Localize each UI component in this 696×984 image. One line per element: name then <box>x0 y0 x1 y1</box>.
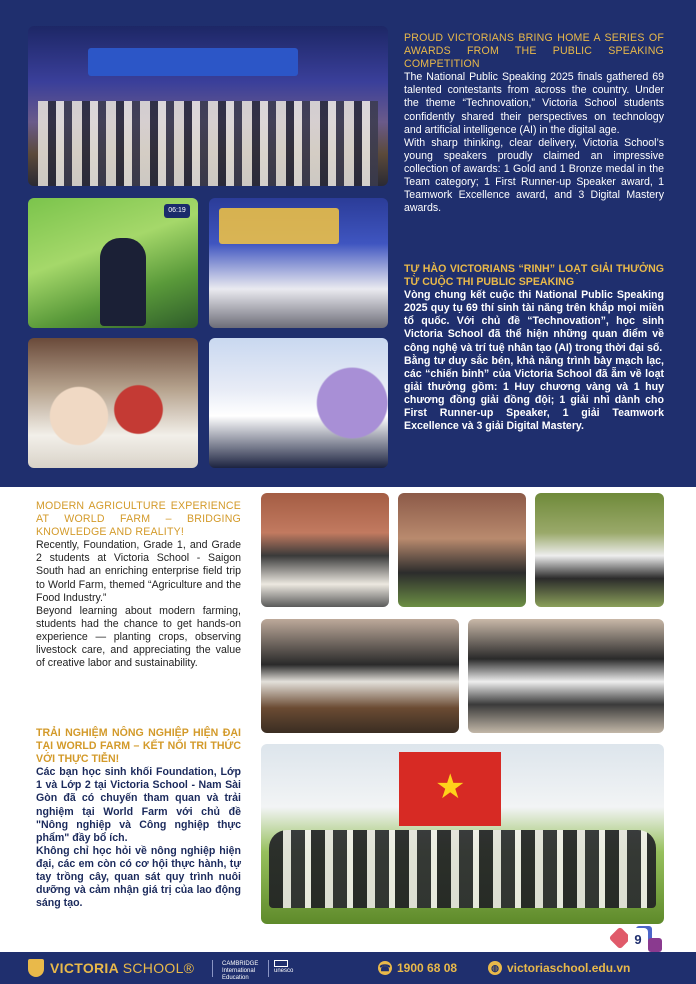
public-speaking-en-p2: With sharp thinking, clear delivery, Victoria School’s young speakers proudly claimed an impressive collection of awards: 1 Gold and 1 Bronze medal in the Team category; 1 First Runner-up Speaker award, 1 Teamwork Excellence award, and 3 Digital Mastery awards. <box>404 136 664 215</box>
school-logo[interactable] <box>50 960 194 976</box>
school-crest-icon <box>28 959 44 977</box>
cambridge-logo: CAMBRIDGE International Education <box>222 961 259 981</box>
photo-speaker-bird <box>28 198 198 328</box>
public-speaking-vi-p2: Bằng tư duy sắc bén, khả năng trình bày mạch lạc, các “chiến binh” của Victoria School đã ẵm về loạt giải thưởng gồm: 1 Huy chương vàng và 1 huy chương đồng giải đồng đội; 1 giải nhì dành cho First Runner-up Speaker, 1 giải Teamwork Excellence và 3 giải Digital Mastery. <box>404 354 664 433</box>
public-speaking-vi-p1: Vòng chung kết cuộc thi National Public Speaking 2025 quy tụ 69 thí sinh tài năng trên khắp mọi miền tổ quốc. Với chủ đề “Technovation”, học sinh Victoria School đã thể hiện những quan điểm về công nghệ và trí tuệ nhân tạo (AI) trong thời đại số. <box>404 289 664 354</box>
world-farm-vi-p2: Không chỉ học hỏi về nông nghiệp hiện đại, các em còn có cơ hội thực hành, tự tay trồng cây, quan sát quy trình nuôi dưỡng và cảm nhận giá trị của lao động sáng tạo. <box>36 844 241 910</box>
gold-medal-board <box>219 208 339 244</box>
world-farm-en-p1: Recently, Foundation, Grade 1, and Grade 2 students at Victoria School - Saigon South had an enriching enterprise field trip to World Farm, themed “Agriculture and the Food Industry.” <box>36 539 241 604</box>
unesco-label: unesco <box>274 968 294 974</box>
world-farm-vi-p1: Các bạn học sinh khối Foundation, Lớp 1 và Lớp 2 tại Victoria School - Nam Sài Gòn đã có chuyến tham quan và trải nghiệm tại World Farm với chủ đề "Nông nghiệp và Công nghiệp thực phẩm" đầy bổ ích. <box>36 766 241 844</box>
photo-farm-soil-bed <box>261 619 459 733</box>
badge-shape-purple <box>648 938 662 952</box>
photo-farm-planting <box>398 493 526 607</box>
world-farm-en <box>36 500 241 670</box>
phone-number[interactable]: 1900 68 08 <box>397 961 458 975</box>
photo-audience <box>28 338 198 468</box>
photo-farm-kids-hats <box>261 493 389 607</box>
footer-divider <box>212 960 213 977</box>
public-speaking-vi-heading: TỰ HÀO VICTORIANS “RINH” LOẠT GIẢI THƯỞNG TỪ CUỘC THI PUBLIC SPEAKING <box>404 263 664 289</box>
unesco-logo <box>274 960 300 975</box>
photo-farm-animal <box>468 619 664 733</box>
unesco-temple-icon <box>274 960 288 967</box>
photo-medal-team <box>209 198 388 328</box>
page-number: 9 <box>628 928 648 952</box>
world-farm-vi-heading: TRẢI NGHIỆM NÔNG NGHIỆP HIỆN ĐẠI TẠI WORLD FARM – KẾT NỐI TRI THỨC VỚI THỰC TIỄN! <box>36 727 241 766</box>
photo-farm-garden <box>535 493 664 607</box>
phone-icon: ☎ <box>379 963 391 973</box>
public-speaking-en-heading: PROUD VICTORIANS BRING HOME A SERIES OF AWARDS FROM THE PUBLIC SPEAKING COMPETITION <box>404 32 664 71</box>
public-speaking-vi <box>404 263 664 433</box>
public-speaking-en <box>404 32 664 215</box>
world-farm-en-p2: Beyond learning about modern farming, students had the chance to get hands-on experience — planting crops, observing livestock care, and appreciating the value of creative labor and sustainability. <box>36 604 241 670</box>
world-farm-en-heading: MODERN AGRICULTURE EXPERIENCE AT WORLD FARM – BRIDGING KNOWLEDGE AND REALITY! <box>36 500 241 539</box>
public-speaking-en-p1: The National Public Speaking 2025 finals gathered 69 talented contestants from across the country. Under the theme “Technovation,” Victoria School students confidently shared their perspectives on technology and artificial intelligence (AI) in the digital age. <box>404 71 664 136</box>
stage-banner <box>88 48 298 76</box>
logo-main: VICTORIA <box>50 960 119 976</box>
logo-sub: SCHOOL® <box>122 960 195 976</box>
flag-star-icon: ★ <box>435 768 466 806</box>
website-link[interactable]: victoriaschool.edu.vn <box>507 961 631 975</box>
speaker-figure <box>100 238 146 326</box>
photo-farm-group <box>261 744 664 924</box>
timer-badge: 06:19 <box>164 204 190 218</box>
world-farm-vi <box>36 727 241 910</box>
photo-award-stage <box>28 26 388 186</box>
globe-icon: ◍ <box>488 961 502 975</box>
footer-bar <box>0 952 696 984</box>
footer-divider <box>268 960 269 977</box>
group-students <box>269 830 656 908</box>
stage-contestants <box>38 101 378 186</box>
photo-speaking-girls <box>209 338 388 468</box>
